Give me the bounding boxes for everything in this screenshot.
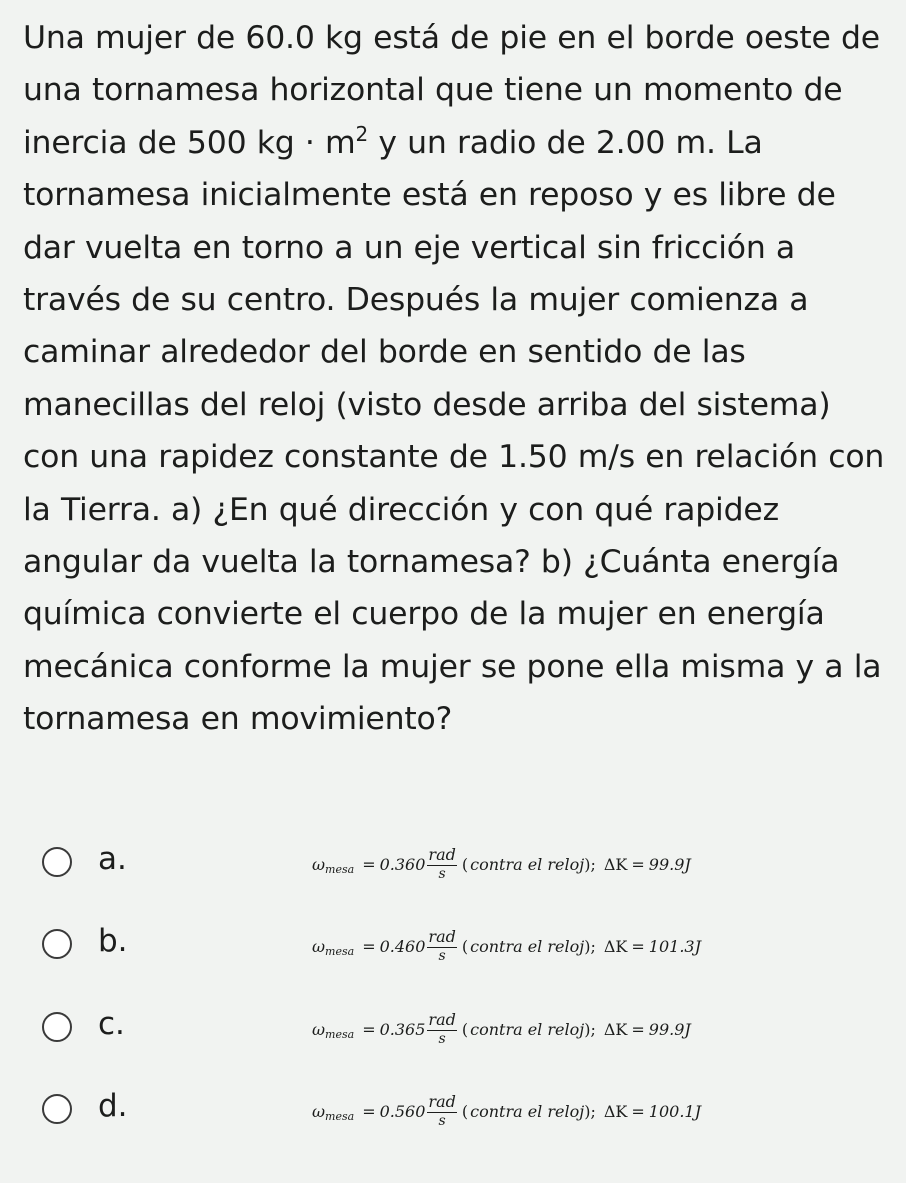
close-paren: );	[584, 1019, 596, 1039]
radio-button-c[interactable]	[42, 1012, 72, 1042]
close-paren: );	[584, 1101, 596, 1121]
equals-sign: =	[631, 1101, 645, 1121]
equals-sign: =	[362, 936, 376, 956]
option-letter: d.	[98, 1088, 128, 1124]
option-letter: c.	[98, 1006, 125, 1042]
answer-formula-b	[312, 917, 701, 975]
energy-unit: J	[684, 854, 691, 874]
exponent: 2	[355, 121, 369, 146]
energy-value: 99.9	[648, 854, 685, 874]
delta-k-symbol: ΔK	[603, 1101, 628, 1121]
fraction-denominator: s	[438, 1112, 446, 1129]
equals-sign: =	[631, 1019, 645, 1039]
energy-unit: J	[684, 1019, 691, 1039]
omega-subscript: mesa	[325, 1109, 355, 1123]
direction-text: contra el reloj	[470, 854, 585, 874]
energy-value: 100.1	[648, 1101, 695, 1121]
radio-button-d[interactable]	[42, 1094, 72, 1124]
answer-formula-a	[312, 835, 691, 893]
delta-k-symbol: ΔK	[603, 854, 628, 874]
radio-button-b[interactable]	[42, 929, 72, 959]
omega-symbol: ω	[312, 854, 326, 874]
omega-symbol: ω	[312, 936, 326, 956]
omega-symbol: ω	[312, 1101, 326, 1121]
energy-unit: J	[694, 936, 702, 956]
direction-text: contra el reloj	[470, 1019, 585, 1039]
fraction-numerator: rad	[428, 1009, 456, 1029]
unit-fraction	[427, 846, 456, 883]
fraction-denominator: s	[438, 947, 446, 964]
answer-formula-c	[312, 1000, 691, 1058]
open-paren: (	[461, 936, 469, 956]
open-paren: (	[461, 1101, 469, 1121]
omega-value: 0.560	[379, 1101, 426, 1121]
omega-value: 0.360	[379, 854, 426, 874]
answer-formula-d	[312, 1082, 701, 1140]
fraction-denominator: s	[438, 865, 446, 882]
equals-sign: =	[362, 1019, 376, 1039]
energy-unit: J	[694, 1101, 702, 1121]
omega-value: 0.460	[379, 936, 426, 956]
answer-option-a[interactable]	[42, 835, 862, 895]
equals-sign: =	[362, 1101, 376, 1121]
equals-sign: =	[631, 936, 645, 956]
direction-text: contra el reloj	[470, 1101, 585, 1121]
omega-symbol: ω	[312, 1019, 326, 1039]
omega-subscript: mesa	[325, 1027, 355, 1041]
delta-k-symbol: ΔK	[603, 1019, 628, 1039]
omega-value: 0.365	[379, 1019, 426, 1039]
energy-value: 101.3	[648, 936, 695, 956]
equals-sign: =	[631, 854, 645, 874]
answer-option-b[interactable]	[42, 917, 862, 977]
fraction-numerator: rad	[428, 926, 456, 946]
radio-button-a[interactable]	[42, 847, 72, 877]
omega-subscript: mesa	[325, 862, 355, 876]
fraction-numerator: rad	[428, 844, 456, 864]
unit-fraction	[427, 1093, 456, 1130]
unit-fraction	[427, 1011, 456, 1048]
answer-option-d[interactable]	[42, 1082, 862, 1142]
question-text	[23, 12, 893, 746]
option-letter: b.	[98, 923, 128, 959]
answer-option-c[interactable]	[42, 1000, 862, 1060]
delta-k-symbol: ΔK	[603, 936, 628, 956]
close-paren: );	[584, 854, 596, 874]
fraction-denominator: s	[438, 1030, 446, 1047]
question-part-2: y un radio de 2.00 m. La tornamesa inicialmente está en reposo y es libre de dar vuelta en torno a un eje vertical sin fricción a través de su centro. Después la mujer comienza a caminar alrededor del borde en sentido de las manecillas del reloj (visto desde arriba del sistema) con una rapidez constante de 1.50 m/s en relación con la Tierra. a) ¿En qué dirección y con qué rapidez angular da vuelta la tornamesa? b) ¿Cuánta energía química convierte el cuerpo de la mujer en energía mecánica conforme la mujer se pone ella misma y a la tornamesa en movimiento?	[23, 124, 885, 738]
equals-sign: =	[362, 854, 376, 874]
energy-value: 99.9	[648, 1019, 685, 1039]
omega-subscript: mesa	[325, 944, 355, 958]
unit-fraction	[427, 928, 456, 965]
close-paren: );	[584, 936, 596, 956]
option-letter: a.	[98, 841, 127, 877]
open-paren: (	[461, 854, 469, 874]
direction-text: contra el reloj	[470, 936, 585, 956]
question-part-1: Una mujer de 60.0 kg está de pie en el borde oeste de una tornamesa horizontal que tiene un momento de inercia de 500 kg · m	[23, 20, 880, 161]
open-paren: (	[461, 1019, 469, 1039]
fraction-numerator: rad	[428, 1091, 456, 1111]
